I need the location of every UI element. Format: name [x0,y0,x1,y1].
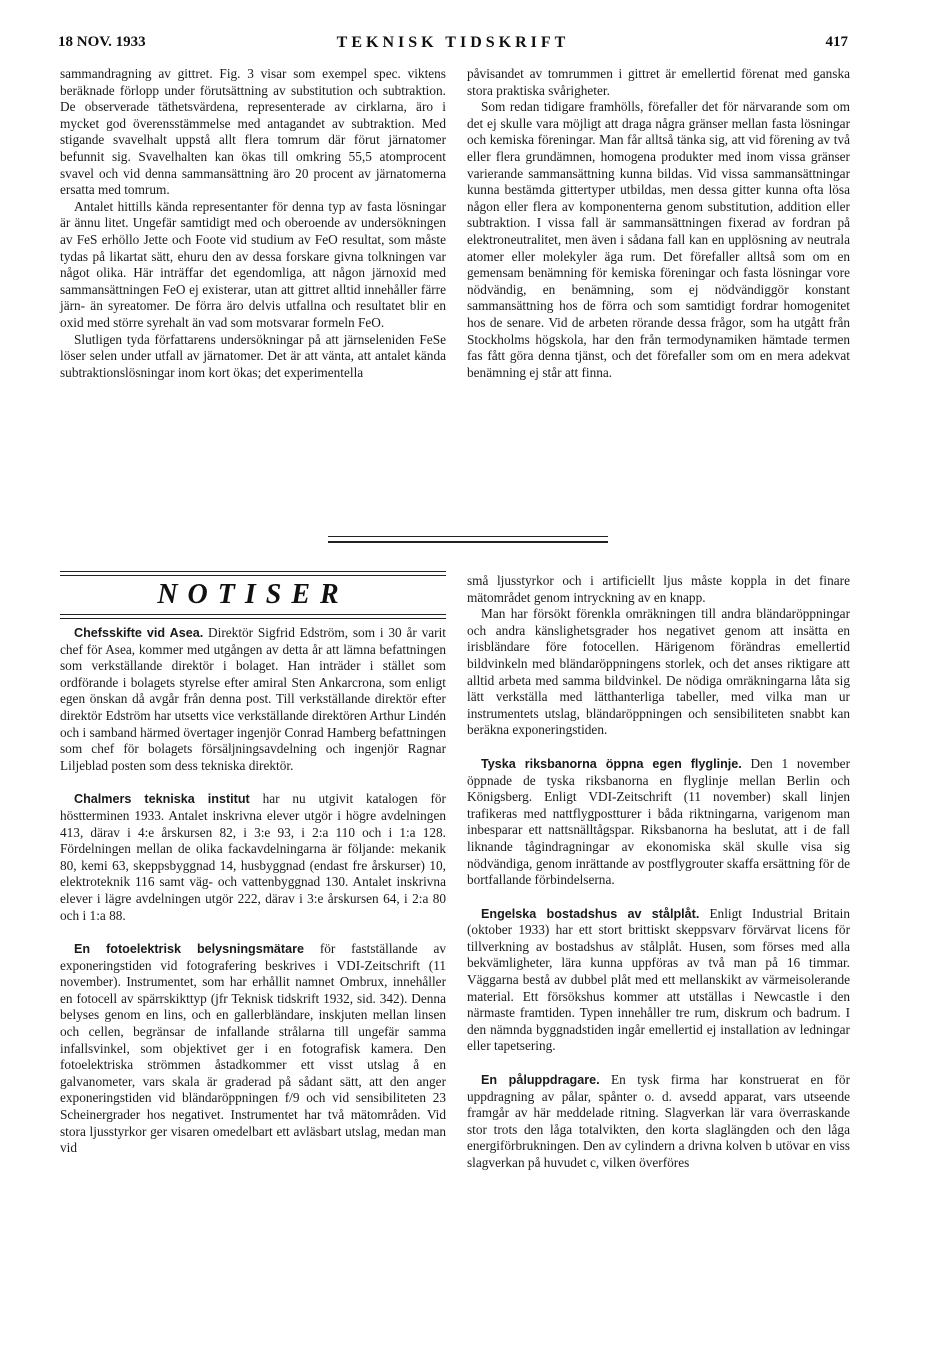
section-divider [328,536,608,543]
notice-text: Den 1 november öppnade de tyska riksbanorna en flyglinje mellan Berlin och Königsberg. Enligt VDI-Zeitschrift (11 november) skall linjen trafikeras med nattflygpostturer i båda riktningarna, varigenom man inbesparar ett nattsnälltågspar. Riksbanorna ha beslutat, att i de fall liknande tågindragningar av ekonomiska skäl skulle visa sig nödvändiga, genom inrättande av postflygrouter skaffa ersättning för de bortfallande förbindelserna. [467,755,851,888]
notice-text: Enligt Industrial Britain (oktober 1933) har ett stort brittiskt skeppsvarv förvärvat licens för tillverkning av bostadshus av stålplåt. Husen, som förses med alla bekvämligheter, lära kunna uppföras av två man på 16 timmar. Väggarna bestå av dubbel plåt med ett mellanskikt av värmeisolerande material. Ett försökshus kommer att utställas i Newcastle i den närmaste framtiden. Typen innehåller tre rum, diskrum och badrum. I den nämnda byggnadstiden ingår emellertid ej installation av ledningar eller tapetsering. [467,905,850,1054]
notice-heading: Tyska riksbanorna öppna egen flyglinje. [481,756,742,771]
notice-heading: En påluppdragare. [481,1073,600,1088]
notice-heading: Chalmers tekniska institut [74,792,250,807]
paragraph: påvisandet av tomrummen i gittret är emellertid förenat med ganska stora praktiska svårigheter. [467,66,850,98]
notice-continuation [467,573,850,606]
heading-rule-bottom [60,614,446,619]
paragraph: Antalet hittills kända representanter för denna typ av fasta lösningar är ännu litet. Ungefär samtidigt med och oberoende av undersökningen av FeS erhöllo Jette och Foote vid studium av FeO resultat, som måste tydas på likartat sätt, ehuru den av dessa forskare givna tolkningen var något olika. Här inträffar det egendomliga, att någon järnoxid med sammansättningen FeO ej existerar, utan att gittret alltid innehåller färre järn- än syreatomer. De förra äro delvis utfallna och resultatet blir en oxid med större syrehalt än vad som motsvarar formeln FeO. [60,198,446,330]
notice-item [60,791,446,924]
paragraph: Slutligen tyda författarens undersökningar på att järnseleniden FeSe löser selen under utfall av järnatomer. Det är att vänta, att antalet kända subtraktionslösningar inom kort ökas; det experimentella [60,331,446,380]
notice-text: har nu utgivit katalogen för höstterminen 1933. Antalet inskrivna elever utgör i högre avdelningen 413, därav i 4:e årskursen 82, i 3:e 93, i 2:a 110 och i 1:a 128. Fördelningen mellan de olika fackavdelningarna är följande: mekanik 80, kemi 63, skeppsbyggnad 14, husbyggnad (endast fre årskurser) 10, elektroteknik 116 samt väg- och vattenbyggnad 130. Antalet inskrivna elever i lägre avdelningen utgör 222, därav i 3:e årskursen 64, i 2:a 80 och i 1:a 88. [60,791,446,923]
paragraph: Som redan tidigare framhölls, förefaller det för närvarande som om det ej skulle vara möjligt att draga några gränser mellan fasta lösningar och kemiska föreningar. Man får alltså tänka sig, att vid förening av två eller flera grundämnen, homogena produkter med inom vissa gränser varierande sammansättning kunna bildas. Vid vissa sammansättningar kunna bestämda gittertyper utbildas, men dessa gitter kunna ofta lösa någon eller flera av komponenterna genom substitution, addition eller subtraktion. I vissa fall är sammansättningen fixerad av fordran på elektroneutralitet, men även i sådana fall kan en upplösning av neutrala atomer eller molekyler äga rum. Det förefaller alltså som om en gemensam benämning för kemiska föreningar och fasta lösningar vore nödvändig, en benämning, som ej nödvändiggör konstant sammansättning hos de förra och som samtidigt fordrar homogenitet hos de senare. Vid de arbeten rörande dessa frågor, som ha utgått från Stockholms högskola, har den från termodynamiken hämtade termen fas fått göra denna tjänst, och det förefaller som om en mera adekvat benämning ej står att finna. [467,99,850,380]
notiser-heading-box [60,571,446,619]
notice-text: små ljusstyrkor och i artificiellt ljus måste koppla in det finare mätområdet genom intryckning av en knapp. [467,573,850,605]
notice-text: för fastställande av exponeringstiden vid fotografering beskrives i VDI-Zeitschrift (11 november). Instrumentet, som har erhållit namnet Ombrux, innehåller en fotocell av spärrskikttyp (jfr Teknisk tidskrift 1932, sid. 342). Denna belyses genom en lins, och en gallerbländare, inskjuten mellan linsen och cellen, begränsar de infallande strålarna till ungefär samma infallsvinkel, som objektivet ger i en fotografisk kamera. Den fotoelektriska strömmen åstadkommer ett visst utslag å en galvanometer, vars skala är graderad på sådant sätt, att den anger exponeringstiden vid bländaröppningen f/9 och vid sensibiliteten 23 Scheinergrader hos negativet. Instrumentet har två mätområden. Vid stora ljusstyrkor ger visaren omedelbart ett avläsbart utslag, medan man vid [60,941,446,1156]
notices-column-right [467,573,850,1189]
notice-text: Direktör Sigfrid Edström, som i 30 år varit chef för Asea, kommer med utgången av detta år att lämna befattningen som verkställande direktör i bolaget. Han inträder i stället som ordförande i bolagets styrelse efter amiral Sten Ankarcrona, som enligt egen önskan då avgår från denna post. Till verkställande direktör efter direktör Edström har utsetts vice verkställande direktören Arthur Lindén och i samband härmed övertager ingenjör Conrad Hamberg befattningen som chef för bolagets försäljningsavdelning och ingenjör Ragnar Liljeblad posten som dess tekniska direktör. [60,625,446,773]
paragraph: sammandragning av gittret. Fig. 3 visar som exempel spec. viktens beräknade förlopp under förutsättning av substitution och subtraktion. De observerade täthetsvärdena, representerade av cirklarna, äro i mycket god överensstämmelse med antagandet av subtraktion. Med stigande svavelhalt uppstå allt flera tomrum där förut järnatomer befunnit sig. Svavelhalten kan ökas till omkring 55,5 atomprocent svavel och vid denna sammansättning äro 20 procent av järnatomerna ersatta med tomrum. [60,66,446,198]
notice-text: Man har försökt förenkla omräkningen till andra bländaröppningar och andra känslighetsgrader hos negativet genom att insätta en irisbländare före fotocellen. Härigenom förändras emellertid bildvinkeln med bländaröppningens storlek, och det anses riktigare att alltid arbeta med samma bildvinkel. De nödiga omräkningarna låta sig lätt verkställa med lätthanterliga tabeller, med vilka man ur instrumentets utslag, bländaröppningen och sensibiliteten snabbt kan beräkna exponeringstiden. [467,606,850,738]
notice-text: En tysk firma har konstruerat en för uppdragning av pålar, spånter o. d. avsedd apparat, vars utseende framgår av här meddelade ritning. Slagverkan lär vara överraskande stor trots den låga totalvikten, den korta slaglängden och den låga energiförbrukningen. Den av cylindern a drivna kolven b utövar en viss slagverkan på huvudet c, vilken överföres [467,1072,850,1170]
article-column-right [467,66,850,381]
notice-heading: Chefsskifte vid Asea. [74,626,204,640]
notice-heading: En fotoelektrisk belysningsmätare [74,942,305,957]
notice-item [467,1072,850,1172]
page-number: 417 [825,34,848,50]
notice-item [60,625,446,774]
notice-heading: Engelska bostadshus av stålplåt. [481,906,700,921]
notice-item [60,941,446,1157]
notice-item [467,756,850,889]
journal-title: TEKNISK TIDSKRIFT [336,34,570,51]
notice-item [467,606,850,739]
notices-column-left [60,625,446,1174]
section-title: NOTISER [157,579,349,610]
article-column-left [60,66,446,381]
notice-item [467,906,850,1055]
running-header [58,34,848,58]
heading-rule-top [60,571,446,576]
issue-date: 18 NOV. 1933 [58,34,146,50]
